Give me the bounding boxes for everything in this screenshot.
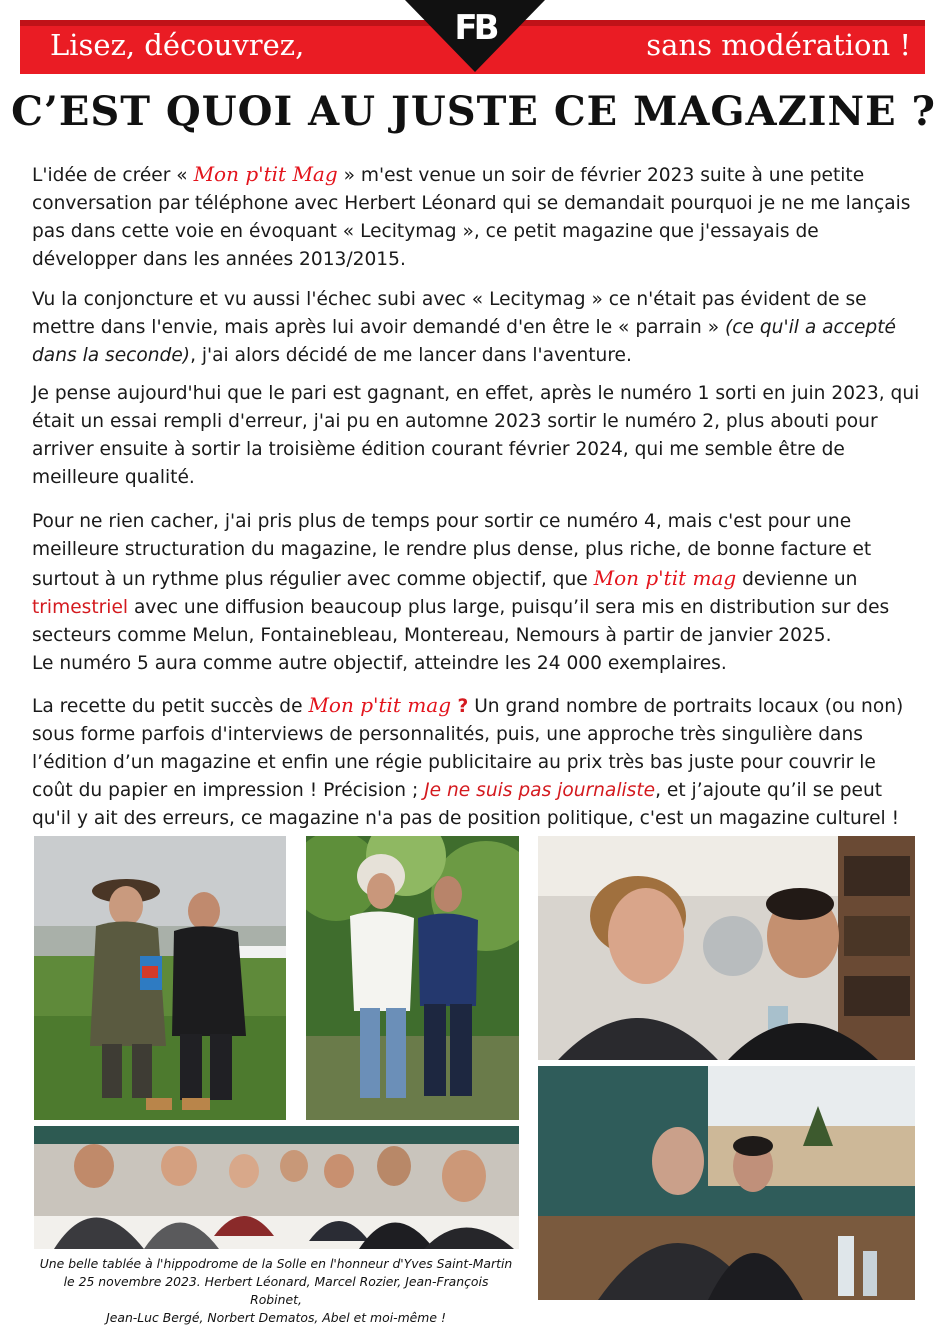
page-title: C’EST QUOI AU JUSTE CE MAGAZINE ? [11,88,936,135]
photo-racecourse-portrait [34,836,286,1120]
p4-text-d: Le numéro 5 aura comme autre objectif, atteindre les 24 000 exemplaires. [32,653,727,674]
p2-italic: (ce qu'il a accepté dans la seconde) [32,317,896,366]
p5-text-a: La recette du petit succès de [32,696,309,717]
magazine-name: Mon p'tit Mag [193,162,338,186]
p2-text-a: Vu la conjoncture et vu aussi l'échec subi avec « Lecitymag » ce n'était pas évident de se mettre dans l'envie, mais après lui avoir demandé d'en être le « parrain » [32,289,867,338]
trimestriel-highlight: trimestriel [32,597,129,618]
p5-question-mark: ? [451,696,469,717]
caption-line-2: le 25 novembre 2023. Herbert Léonard, Marcel Rozier, Jean-François Robinet, [63,1274,489,1307]
photo-caption [36,1255,516,1327]
p4-text-b: devienne un [736,569,858,590]
p5-text-b: Un grand nombre de portraits locaux (ou non) sous forme parfois d'interviews de personnalités, puis, une approche très singulière dans l’édition d’un magazine et enfin une régie publicitaire au prix très bas juste pour couvrir le coût du papier en impression ! Précision ; [32,696,904,801]
magazine-name: Mon p'tit mag [308,693,452,717]
header-left-text: Lisez, découvrez, [50,28,305,62]
journalist-disclaimer: Je ne suis pas journaliste [424,780,656,801]
caption-line-1: Une belle tablée à l'hippodrome de la Solle en l'honneur d'Yves Saint-Martin [39,1256,513,1271]
paragraph-number-4 [32,508,922,678]
photo-banquet-table [34,1126,519,1249]
p1-text-a: L'idée de créer « [32,165,194,186]
caption-line-3: Jean-Luc Bergé, Norbert Dematos, Abel et moi-même ! [106,1310,446,1325]
photo-garden-portrait [306,836,519,1120]
paragraph-intro [32,160,922,274]
p2-text-b: , j'ai alors décidé de me lancer dans l'aventure. [190,345,632,366]
p4-text-c: avec une diffusion beaucoup plus large, puisqu’il sera mis en distribution sur des secteurs comme Melun, Fontainebleau, Montereau, Nemours à partir de janvier 2025. [32,597,890,646]
p1-text-b: » m'est venue un soir de février 2023 suite à une petite conversation par téléphone avec Herbert Léonard qui se demandait pourquoi je ne me lançais pas dans cette voie en évoquant « Lecitymag », ce petit magazine que j'essayais de développer dans les années 2013/2015. [32,165,911,270]
photo-selfie-indoor [538,836,915,1060]
header-right-text: sans modération ! [646,28,911,62]
photo-equestrian-venue [538,1066,915,1300]
paragraph-progress: Je pense aujourd'hui que le pari est gagnant, en effet, après le numéro 1 sorti en juin 2023, qui était un essai rempli d'erreur, j'ai pu en automne 2023 sortir le numéro 2, plus abouti pour arriver ensuite à sortir la troisième édition courant février 2024, qui me semble être de meilleure qualité. [32,383,920,488]
p4-text-a: Pour ne rien cacher, j'ai pris plus de temps pour sortir ce numéro 4, mais c'est pour une meilleure structuration du magazine, le rendre plus dense, plus riche, de bonne facture et surtout à un rythme plus régulier avec comme objectif, que [32,511,872,590]
logo-fb: FB [454,8,496,48]
p5-text-c: , et j’ajoute qu’il se peut qu'il y ait des erreurs, ce magazine n'a pas de position politique, c'est un magazine culturel ! [32,780,900,829]
magazine-name: Mon p'tit mag [593,566,737,590]
paragraph-context [32,286,922,370]
paragraph-recipe [32,691,922,833]
